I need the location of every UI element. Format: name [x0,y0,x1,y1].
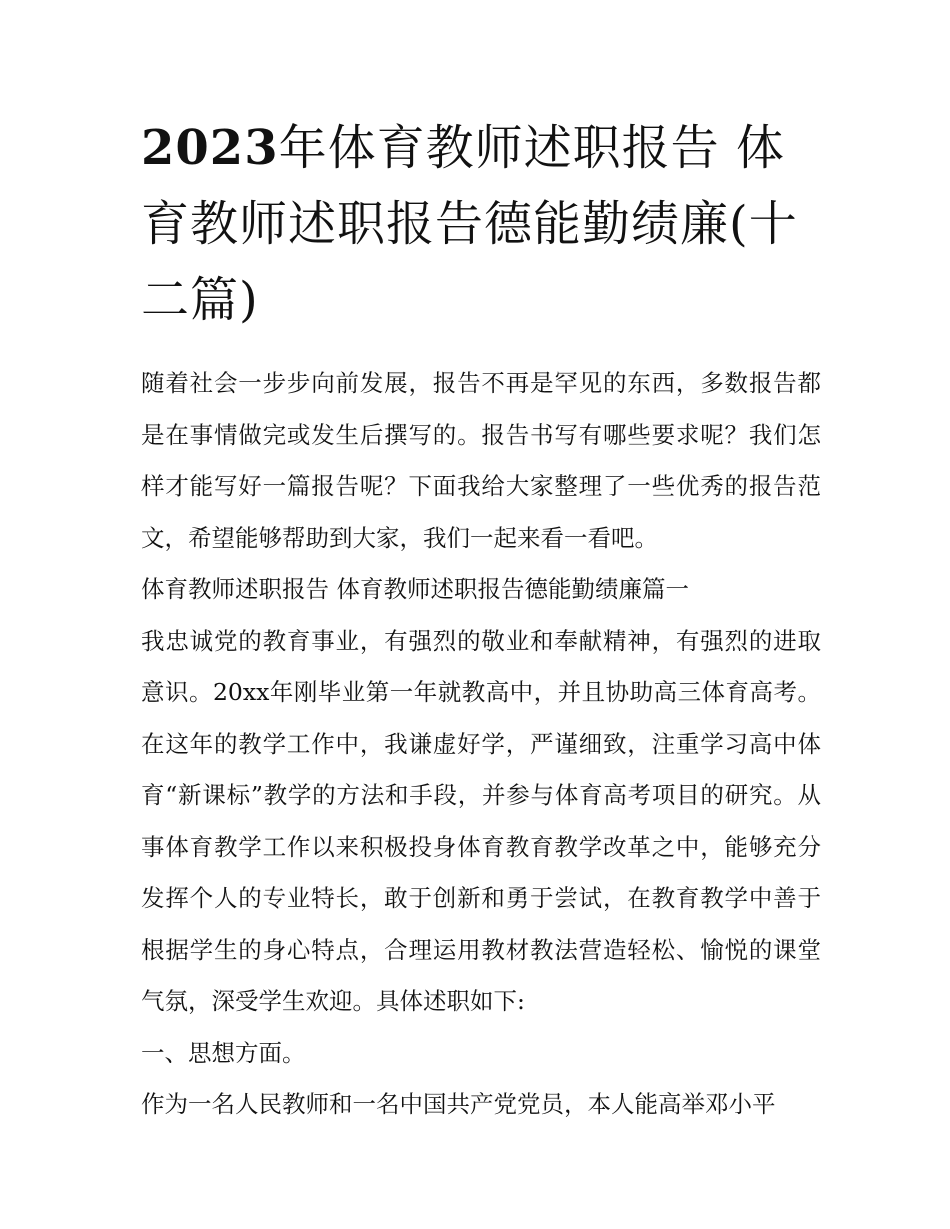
section-heading: 体育教师述职报告 体育教师述职报告德能勤绩廉篇一 [141,575,689,603]
body-paragraph: 作为一名人民教师和一名中国共产党党员，本人能高举邓小平 [141,1090,776,1118]
title-year: 2023 [141,120,279,176]
document-title [141,110,821,338]
document-page [141,110,821,1131]
body-paragraph: 我忠诚党的教育事业，有强烈的敬业和奉献精神，有强烈的进取意识。20xx年刚毕业第一年就教高中，并且协助高三体育高考。在这年的教学工作中，我谦虚好学，严谨细致，注重学习高中体育“新课标”教学的方法和手段，并参与体育高考项目的研究。从事体育教学工作以来积极投身体育教育教学改革之中，能够充分发挥个人的专业特长，敢于创新和勇于尝试，在教育教学中善于根据学生的身心特点，合理运用教材教法营造轻松、愉悦的课堂气氛，深受学生欢迎。具体述职如下: [141,626,821,1015]
title-text: 年体育教师述职报告 体育教师述职报告德能勤绩廉(十二篇) [141,120,798,328]
subsection-heading: 一、思想方面。 [141,1038,306,1067]
document-body [141,358,821,1131]
intro-paragraph: 随着社会一步步向前发展，报告不再是罕见的东西，多数报告都是在事情做完或发生后撰写的。报告书写有哪些要求呢？我们怎样才能写好一篇报告呢？下面我给大家整理了一些优秀的报告范文，希望能够帮助到大家，我们一起来看一看吧。 [141,369,821,552]
